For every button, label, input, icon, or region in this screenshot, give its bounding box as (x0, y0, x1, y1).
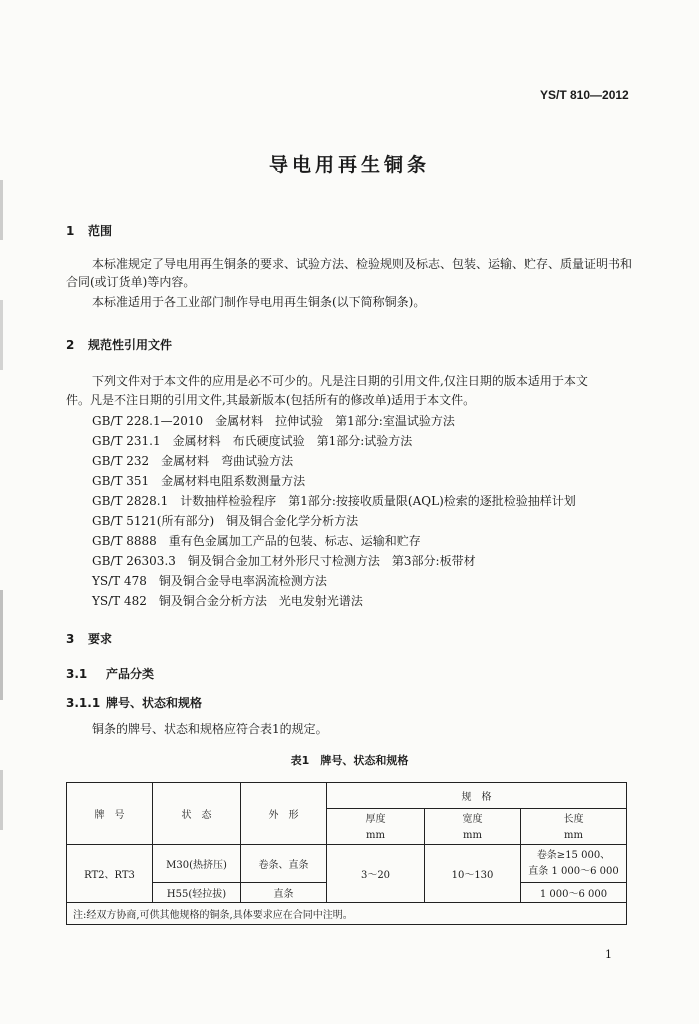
section-3-heading (66, 630, 112, 647)
section-title: 要求 (88, 632, 113, 646)
cell-thickness: 3～20 (327, 845, 425, 903)
scan-edge-mark (0, 590, 3, 700)
cell-width: 10～130 (425, 845, 521, 903)
header-temper: 状 态 (153, 783, 241, 845)
scan-edge-mark (0, 770, 3, 830)
paragraph: 合同(或订货单)等内容。 (66, 275, 196, 289)
section-number: 1 (66, 224, 75, 238)
table-caption: 表1 牌号、状态和规格 (290, 754, 409, 767)
unit-label: mm (327, 827, 425, 845)
paragraph: 本标准规定了导电用再生铜条的要求、试验方法、检验规则及标志、包装、运输、贮存、质量证明书和 (92, 257, 633, 271)
cell-grade: RT2、RT3 (67, 845, 153, 903)
reference-item: GB/T 8888 重有色金属加工产品的包装、标志、运输和贮存 (92, 534, 421, 548)
header-width: 宽度 (425, 809, 521, 827)
section-title: 产品分类 (106, 667, 155, 681)
document-title: 导电用再生铜条 (268, 154, 430, 176)
section-3-1-1-heading (66, 694, 202, 711)
section-2-heading (66, 336, 172, 353)
unit-label: mm (521, 827, 627, 845)
header-spec: 规 格 (327, 783, 627, 809)
reference-item: GB/T 231.1 金属材料 布氏硬度试验 第1部分:试验方法 (92, 434, 413, 448)
paragraph: 本标准适用于各工业部门制作导电用再生铜条(以下简称铜条)。 (92, 295, 426, 309)
cell-shape-2: 直条 (241, 883, 327, 903)
page-number: 1 (605, 948, 612, 961)
section-number: 2 (66, 338, 75, 352)
reference-item: GB/T 26303.3 铜及铜合金加工材外形尺寸检测方法 第3部分:板带材 (92, 554, 476, 568)
scan-edge-mark (0, 180, 3, 240)
spec-table (66, 782, 627, 925)
reference-item: GB/T 232 金属材料 弯曲试验方法 (92, 454, 294, 468)
reference-item: GB/T 2828.1 计数抽样检验程序 第1部分:按接收质量限(AQL)检索的逐批检验抽样计划 (92, 494, 576, 508)
reference-item: YS/T 478 铜及铜合金导电率涡流检测方法 (92, 574, 327, 588)
reference-item: GB/T 351 金属材料电阻系数测量方法 (92, 474, 306, 488)
cell-shape-1: 卷条、直条 (241, 845, 327, 883)
section-number: 3.1.1 (66, 696, 101, 710)
cell-temper-h55: H55(轻拉拔) (153, 883, 241, 903)
unit-label: mm (425, 827, 521, 845)
section-title: 规范性引用文件 (88, 338, 173, 352)
reference-item: YS/T 482 铜及铜合金分析方法 光电发射光谱法 (92, 594, 363, 608)
scan-edge-mark (0, 300, 3, 370)
header-shape: 外 形 (241, 783, 327, 845)
header-length: 长度 (521, 809, 627, 827)
section-number: 3 (66, 632, 75, 646)
section-3-1-heading (66, 665, 154, 682)
cell-length-2: 1 000～6 000 (521, 883, 627, 903)
cell-temper-m30: M30(热挤压) (153, 845, 241, 883)
paragraph: 下列文件对于本文件的应用是必不可少的。凡是注日期的引用文件,仅注日期的版本适用于本文 (92, 374, 588, 388)
length-straight: 直条 1 000～6 000 (528, 865, 619, 877)
reference-item: GB/T 5121(所有部分) 铜及铜合金化学分析方法 (92, 514, 359, 528)
cell-length-1 (521, 845, 627, 883)
header-grade: 牌 号 (67, 783, 153, 845)
header-thickness: 厚度 (327, 809, 425, 827)
section-1-heading (66, 222, 112, 239)
reference-item: GB/T 228.1—2010 金属材料 拉伸试验 第1部分:室温试验方法 (92, 414, 455, 428)
paragraph: 件。凡是不注日期的引用文件,其最新版本(包括所有的修改单)适用于本文件。 (66, 393, 476, 407)
section-title: 牌号、状态和规格 (106, 696, 203, 710)
section-title: 范围 (88, 224, 113, 238)
length-coil: 卷条≥15 000、 (536, 849, 611, 861)
table-note: 注:经双方协商,可供其他规格的铜条,具体要求应在合同中注明。 (67, 903, 627, 925)
paragraph: 铜条的牌号、状态和规格应符合表1的规定。 (92, 722, 328, 736)
section-number: 3.1 (66, 667, 88, 681)
standard-code: YS/T 810—2012 (540, 88, 629, 102)
